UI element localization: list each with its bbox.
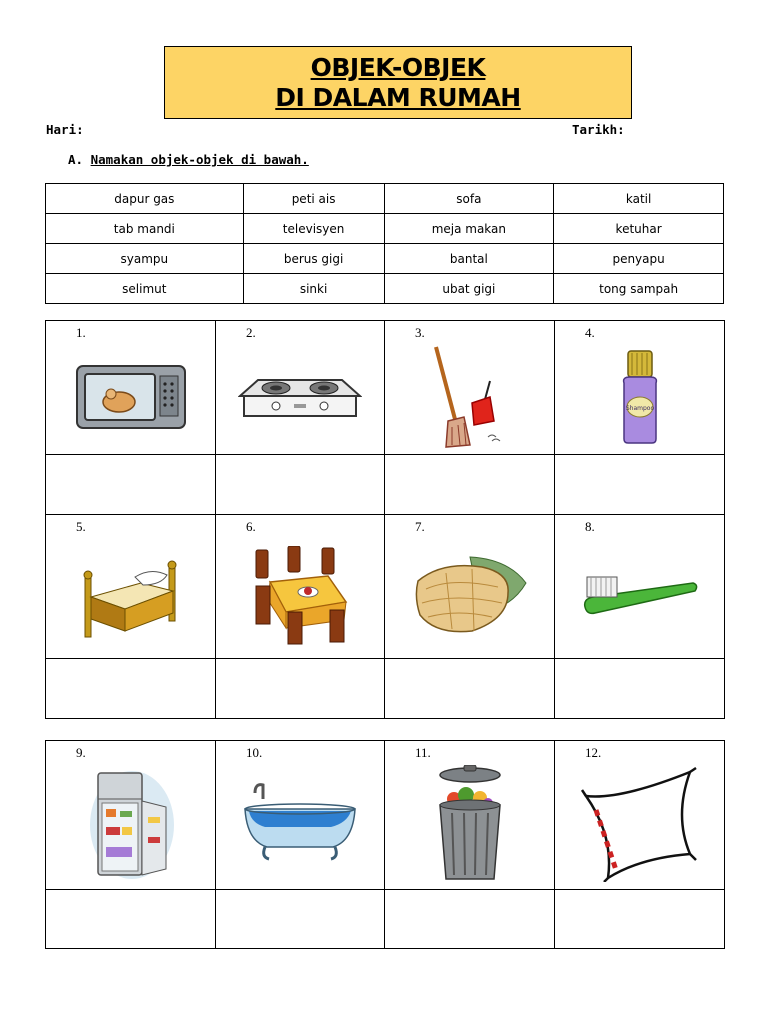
instruction-text: Namakan objek-objek di bawah.: [90, 152, 309, 167]
shampoo-label: Shampoo: [625, 404, 654, 412]
shampoo-icon: [618, 349, 662, 445]
item-number: 6.: [246, 519, 256, 534]
answer-box-4[interactable]: [555, 455, 725, 515]
word-cell: sofa: [384, 184, 554, 214]
picture-cell: [555, 321, 725, 455]
picture-grid-1: [45, 320, 725, 719]
item-number: 10.: [246, 745, 263, 760]
answer-box-2[interactable]: [216, 455, 385, 515]
picture-cell: [385, 515, 555, 659]
item-number: 4.: [585, 325, 595, 340]
item-number: 5.: [76, 519, 86, 534]
answer-box-5[interactable]: [46, 659, 216, 719]
microwave-icon: [75, 364, 187, 430]
item-number: 11.: [415, 745, 431, 760]
word-cell: berus gigi: [243, 244, 384, 274]
title-line-1: OBJEK-OBJEK: [310, 53, 486, 82]
picture-cell: [216, 741, 385, 890]
instruction-letter: A.: [68, 152, 84, 167]
blanket-icon: [412, 553, 528, 639]
trash-can-icon: [436, 765, 504, 883]
item-number: 12.: [585, 745, 602, 760]
word-bank-row: [46, 244, 724, 274]
word-cell: katil: [554, 184, 724, 214]
gas-stove-icon: [238, 374, 362, 420]
word-cell: peti ais: [243, 184, 384, 214]
picture-cell: [555, 741, 725, 890]
item-number: 2.: [246, 325, 256, 340]
word-bank-row: [46, 214, 724, 244]
picture-grid-2: [45, 740, 725, 949]
word-bank-table: [45, 183, 724, 304]
answer-box-3[interactable]: [385, 455, 555, 515]
picture-cell: [385, 741, 555, 890]
answer-box-10[interactable]: [216, 890, 385, 949]
answer-box-11[interactable]: [385, 890, 555, 949]
answer-box-12[interactable]: [555, 890, 725, 949]
pillow-icon: [580, 766, 700, 882]
picture-cell: [46, 741, 216, 890]
picture-cell: [216, 515, 385, 659]
word-cell: tab mandi: [46, 214, 244, 244]
answer-box-7[interactable]: [385, 659, 555, 719]
hari-label: Hari:: [46, 122, 84, 137]
item-number: 8.: [585, 519, 595, 534]
picture-cell: [46, 321, 216, 455]
word-cell: syampu: [46, 244, 244, 274]
picture-cell: [555, 515, 725, 659]
word-bank-row: [46, 274, 724, 304]
item-number: 9.: [76, 745, 86, 760]
title-line-2: DI DALAM RUMAH: [275, 83, 521, 112]
refrigerator-icon: [88, 765, 174, 883]
broom-icon: [430, 345, 510, 449]
tarikh-label: Tarikh:: [572, 122, 625, 137]
picture-cell: [46, 515, 216, 659]
word-cell: meja makan: [384, 214, 554, 244]
answer-box-1[interactable]: [46, 455, 216, 515]
word-bank-row: [46, 184, 724, 214]
dining-table-icon: [248, 546, 352, 646]
word-cell: dapur gas: [46, 184, 244, 214]
instruction: [68, 152, 309, 167]
picture-cell: [385, 321, 555, 455]
word-cell: ketuhar: [554, 214, 724, 244]
bathtub-icon: [241, 781, 359, 867]
word-cell: televisyen: [243, 214, 384, 244]
answer-box-6[interactable]: [216, 659, 385, 719]
answer-box-8[interactable]: [555, 659, 725, 719]
toothbrush-icon: [581, 573, 699, 619]
word-cell: ubat gigi: [384, 274, 554, 304]
item-number: 1.: [76, 325, 86, 340]
word-cell: tong sampah: [554, 274, 724, 304]
answer-box-9[interactable]: [46, 890, 216, 949]
word-cell: bantal: [384, 244, 554, 274]
word-cell: sinki: [243, 274, 384, 304]
bed-icon: [81, 553, 181, 639]
picture-cell: [216, 321, 385, 455]
title-box: [164, 46, 632, 119]
item-number: 7.: [415, 519, 425, 534]
word-cell: penyapu: [554, 244, 724, 274]
word-cell: selimut: [46, 274, 244, 304]
item-number: 3.: [415, 325, 425, 340]
